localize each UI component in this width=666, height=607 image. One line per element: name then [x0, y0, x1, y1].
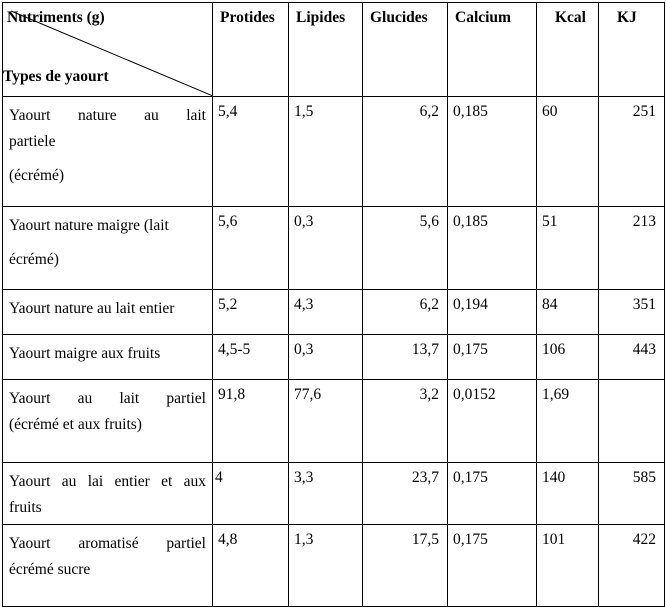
row-label-line: Yaourt nature au lait — [9, 107, 206, 124]
row-label-cell — [3, 525, 213, 607]
column-header-glucides: Glucides — [363, 3, 448, 97]
table-row — [3, 380, 665, 463]
cell-kj: 422 — [599, 525, 665, 607]
cell-protides: 5,2 — [213, 290, 289, 335]
column-header-kj: KJ — [599, 3, 665, 97]
header-row — [3, 3, 665, 97]
row-label-line: fruits — [9, 499, 42, 516]
row-label-line: Yaourt aromatisé partiel — [9, 535, 206, 552]
cell-kcal: 51 — [537, 207, 599, 290]
table-row — [3, 525, 665, 607]
row-label-line: Yaourt au lait partiel — [9, 390, 206, 407]
row-label-line: Yaourt nature maigre (lait — [9, 217, 169, 234]
table-row — [3, 335, 665, 380]
cell-calcium: 0,175 — [448, 525, 537, 607]
cell-kcal: 1,69 — [537, 380, 599, 463]
cell-protides: 4 — [213, 463, 289, 525]
corner-top-label: Nutriments (g) — [7, 9, 105, 26]
table-row — [3, 290, 665, 335]
cell-kj: 443 — [599, 335, 665, 380]
table-row — [3, 97, 665, 207]
row-label-line: partiele — [9, 133, 56, 150]
cell-kj: 251 — [599, 97, 665, 207]
cell-glucides: 5,6 — [363, 207, 448, 290]
corner-bottom-label: Types de yaourt — [3, 68, 109, 85]
cell-kcal: 84 — [537, 290, 599, 335]
cell-calcium: 0,194 — [448, 290, 537, 335]
nutrition-table — [2, 2, 665, 607]
cell-calcium: 0,185 — [448, 97, 537, 207]
row-label-cell — [3, 380, 213, 463]
row-label-line: (écrémé) — [9, 167, 65, 184]
cell-lipides: 4,3 — [289, 290, 363, 335]
cell-glucides: 3,2 — [363, 380, 448, 463]
cell-lipides: 1,3 — [289, 525, 363, 607]
cell-protides: 5,6 — [213, 207, 289, 290]
cell-lipides: 1,5 — [289, 97, 363, 207]
cell-calcium: 0,175 — [448, 463, 537, 525]
cell-protides: 4,8 — [213, 525, 289, 607]
cell-calcium: 0,175 — [448, 335, 537, 380]
cell-glucides: 6,2 — [363, 290, 448, 335]
cell-lipides: 3,3 — [289, 463, 363, 525]
row-label-line: Yaourt nature au lait entier — [9, 300, 175, 317]
row-label-cell — [3, 335, 213, 380]
cell-glucides: 13,7 — [363, 335, 448, 380]
cell-protides: 5,4 — [213, 97, 289, 207]
cell-kcal: 60 — [537, 97, 599, 207]
table-row — [3, 207, 665, 290]
cell-glucides: 17,5 — [363, 525, 448, 607]
column-header-protides: Protides — [213, 3, 289, 97]
row-label-line: écrémé) — [9, 251, 59, 268]
cell-kcal: 101 — [537, 525, 599, 607]
cell-kj: 351 — [599, 290, 665, 335]
cell-kcal: 106 — [537, 335, 599, 380]
cell-lipides: 77,6 — [289, 380, 363, 463]
cell-glucides: 6,2 — [363, 97, 448, 207]
cell-protides: 91,8 — [213, 380, 289, 463]
row-label-line: Yaourt maigre aux fruits — [9, 345, 161, 362]
row-label-cell — [3, 207, 213, 290]
cell-kj — [599, 380, 665, 463]
corner-header-cell — [3, 3, 213, 97]
cell-kcal: 140 — [537, 463, 599, 525]
cell-lipides: 0,3 — [289, 335, 363, 380]
column-header-kcal: Kcal — [537, 3, 599, 97]
row-label-line: Yaourt au lai entier et aux — [9, 473, 206, 490]
column-header-lipides: Lipides — [289, 3, 363, 97]
row-label-cell — [3, 463, 213, 525]
cell-lipides: 0,3 — [289, 207, 363, 290]
row-label-cell — [3, 290, 213, 335]
column-header-calcium: Calcium — [448, 3, 537, 97]
row-label-line: écrémé sucre — [9, 561, 91, 578]
cell-calcium: 0,0152 — [448, 380, 537, 463]
row-label-cell — [3, 97, 213, 207]
cell-calcium: 0,185 — [448, 207, 537, 290]
cell-glucides: 23,7 — [363, 463, 448, 525]
table-row — [3, 463, 665, 525]
cell-kj: 585 — [599, 463, 665, 525]
cell-protides: 4,5-5 — [213, 335, 289, 380]
row-label-line: (écrémé et aux fruits) — [9, 416, 142, 433]
cell-kj: 213 — [599, 207, 665, 290]
